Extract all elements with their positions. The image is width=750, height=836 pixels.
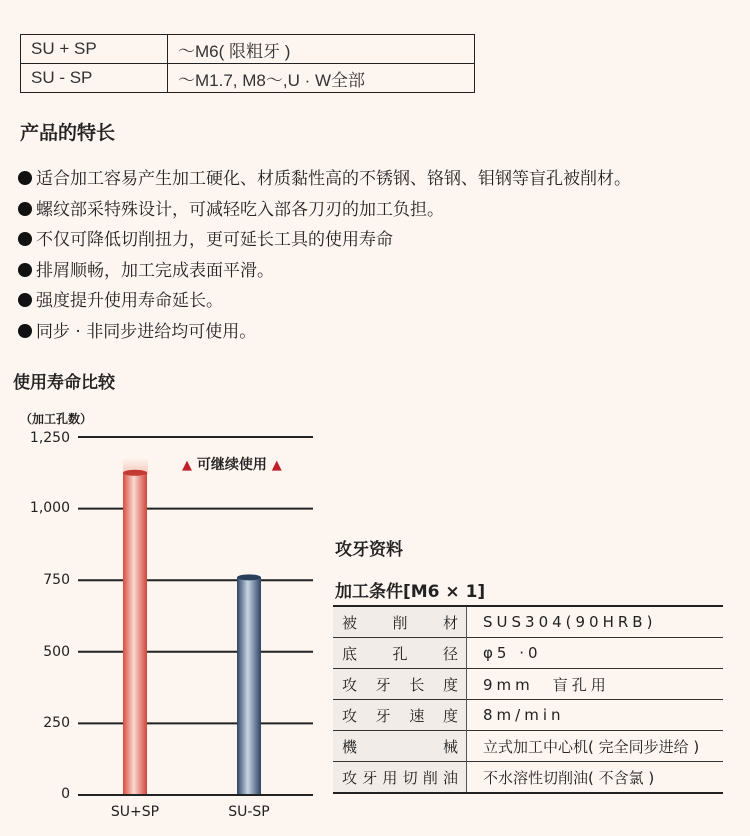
condition-title: 加工条件[M6 × 1] bbox=[335, 582, 486, 602]
key-char: 油 bbox=[442, 768, 458, 787]
key-char: 速 bbox=[409, 706, 425, 725]
bar-cap bbox=[237, 574, 261, 580]
bar-cap bbox=[123, 470, 147, 476]
key-char: 度 bbox=[442, 675, 458, 694]
chart-title: 使用寿命比较 bbox=[13, 373, 115, 393]
key-char: 长 bbox=[409, 675, 425, 694]
triangle-up-icon: ▲ bbox=[182, 458, 192, 473]
list-item: 排屑顺畅，加工完成表面平滑。 bbox=[18, 256, 631, 287]
condition-value: 立式加工中心机( 完全同步进给 ) bbox=[467, 731, 724, 762]
triangle-up-icon: ▲ bbox=[271, 458, 282, 473]
condition-key bbox=[333, 700, 467, 731]
x-tick-label: SU-SP bbox=[228, 804, 270, 820]
list-item: 适合加工容易产生加工硬化、材质黏性高的不锈钢、铬钢、钼钢等盲孔被削材。 bbox=[18, 164, 631, 195]
spec-code: SU + SP bbox=[21, 35, 168, 64]
list-item: 同步 · 非同步进给均可使用。 bbox=[18, 317, 631, 348]
y-tick-label: 1,000 bbox=[29, 500, 70, 516]
condition-value: φ5 ·0 bbox=[467, 638, 724, 669]
key-char: 械 bbox=[442, 737, 458, 756]
spec-code: SU - SP bbox=[21, 64, 168, 93]
condition-table bbox=[333, 605, 723, 794]
bar-susp bbox=[237, 577, 261, 795]
key-char: 孔 bbox=[392, 644, 408, 663]
key-char: 切 bbox=[402, 768, 418, 787]
condition-key bbox=[333, 606, 467, 638]
y-tick-label: 500 bbox=[43, 644, 70, 660]
key-char: 径 bbox=[442, 644, 458, 663]
condition-value: 9mm 盲孔用 bbox=[467, 669, 724, 700]
key-char: 用 bbox=[382, 768, 398, 787]
key-char: 被 bbox=[342, 613, 358, 632]
condition-value: 不水溶性切削油( 不含氯 ) bbox=[467, 762, 724, 794]
spec-range: ～M6( 限粗牙 ) bbox=[168, 35, 475, 64]
key-char: 牙 bbox=[375, 706, 391, 725]
table-row bbox=[333, 762, 723, 794]
condition-key bbox=[333, 638, 467, 669]
y-tick-label: 250 bbox=[43, 715, 70, 731]
condition-key bbox=[333, 731, 467, 762]
y-tick-label: 1,250 bbox=[29, 430, 70, 446]
condition-value: SUS304(90HRB) bbox=[467, 606, 724, 638]
key-char: 度 bbox=[442, 706, 458, 725]
condition-key bbox=[333, 762, 467, 794]
key-char: 攻 bbox=[342, 768, 358, 787]
condition-key bbox=[333, 669, 467, 700]
tapping-title: 攻牙资料 bbox=[335, 540, 403, 560]
table-row bbox=[333, 669, 723, 700]
y-axis-label: （加工孔数） bbox=[20, 412, 93, 426]
condition-value: 8m/min bbox=[467, 700, 724, 731]
key-char: 牙 bbox=[362, 768, 378, 787]
list-item: 强度提升使用寿命延长。 bbox=[18, 286, 631, 317]
key-char: 底 bbox=[342, 644, 358, 663]
table-row bbox=[333, 606, 723, 638]
key-char: 材 bbox=[442, 613, 458, 632]
features-heading: 产品的特长 bbox=[20, 122, 116, 144]
list-item: 不仅可降低切削扭力，更可延长工具的使用寿命 bbox=[18, 225, 631, 256]
key-char: 牙 bbox=[375, 675, 391, 694]
y-tick-label: 750 bbox=[43, 572, 70, 588]
y-tick-label: 0 bbox=[61, 786, 70, 802]
key-char: 攻 bbox=[342, 675, 358, 694]
spec-range: ～M1.7, M8～,U · W全部 bbox=[168, 64, 475, 93]
list-item: 螺纹部采特殊设计，可减轻吃入部各刀刃的加工负担。 bbox=[18, 195, 631, 226]
bar-susp bbox=[123, 473, 147, 795]
x-tick-label: SU+SP bbox=[110, 804, 160, 820]
key-char: 機 bbox=[342, 737, 358, 756]
table-row bbox=[333, 700, 723, 731]
key-char: 攻 bbox=[342, 706, 358, 725]
annotation: ▲ 可继续使用 ▲ bbox=[182, 457, 282, 473]
key-char: 削 bbox=[392, 613, 408, 632]
table-row bbox=[333, 638, 723, 669]
table-row bbox=[333, 731, 723, 762]
key-char: 削 bbox=[422, 768, 438, 787]
